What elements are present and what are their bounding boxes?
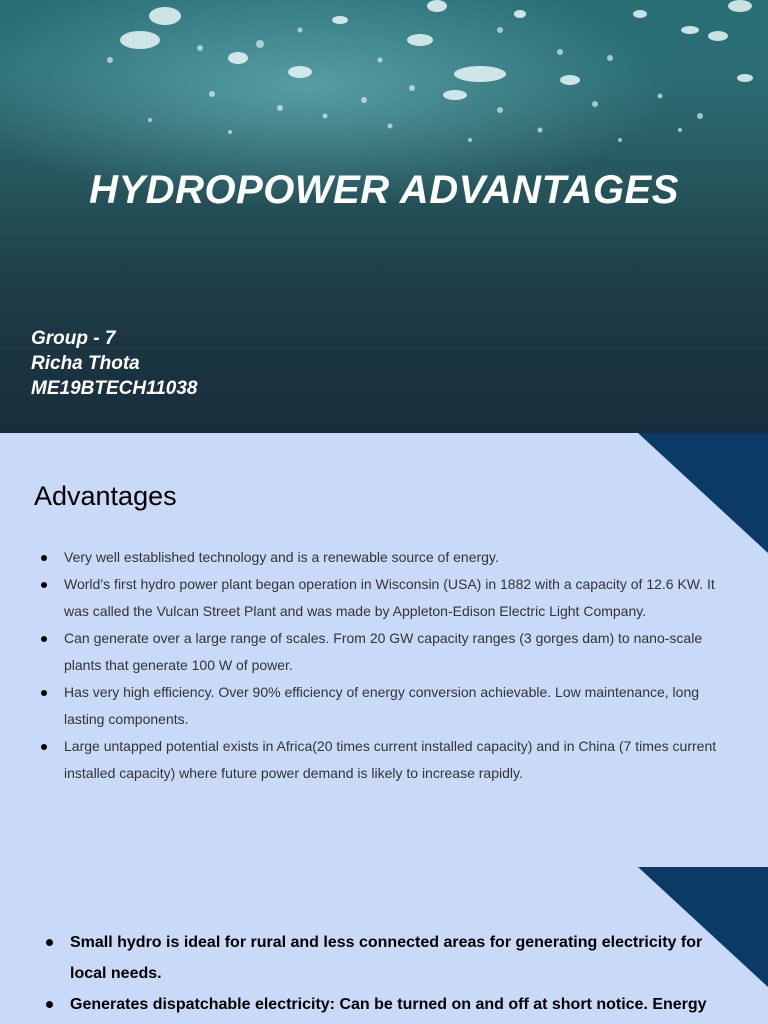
underwater-bubbles-image	[0, 0, 768, 170]
list-item: Can generate over a large range of scales. From 20 GW capacity ranges (3 gorges dam) to nano-scale plants that generate 100 W of power.	[38, 625, 738, 679]
advantages-list	[38, 544, 738, 787]
corner-triangle-decoration	[638, 433, 768, 553]
more-advantages-slide	[0, 867, 768, 1024]
title-slide	[0, 0, 768, 433]
roll-number: ME19BTECH11038	[31, 378, 198, 399]
list-item: Very well established technology and is a renewable source of energy.	[38, 544, 738, 571]
presenter-name: Richa Thota	[31, 353, 140, 374]
list-item: World’s first hydro power plant began operation in Wisconsin (USA) in 1882 with a capacity of 12.6 KW. It was called the Vulcan Street Plant and was made by Appleton-Edison Electric Light Company.	[38, 571, 738, 625]
more-advantages-list	[40, 927, 730, 1020]
advantages-slide	[0, 433, 768, 867]
advantages-heading: Advantages	[34, 481, 177, 511]
list-item: Large untapped potential exists in Africa(20 times current installed capacity) and in China (7 times current installed capacity) where future power demand is likely to increase rapidly.	[38, 733, 738, 787]
slide-title: HYDROPOWER ADVANTAGES	[89, 168, 679, 212]
group-label: Group - 7	[31, 328, 116, 349]
list-item: Has very high efficiency. Over 90% efficiency of energy conversion achievable. Low maintenance, long lasting components.	[38, 679, 738, 733]
list-item: Small hydro is ideal for rural and less connected areas for generating electricity for local needs.	[40, 927, 730, 989]
presenter-info	[31, 326, 198, 401]
list-item: Generates dispatchable electricity: Can be turned on and off at short notice. Energy	[40, 989, 730, 1020]
